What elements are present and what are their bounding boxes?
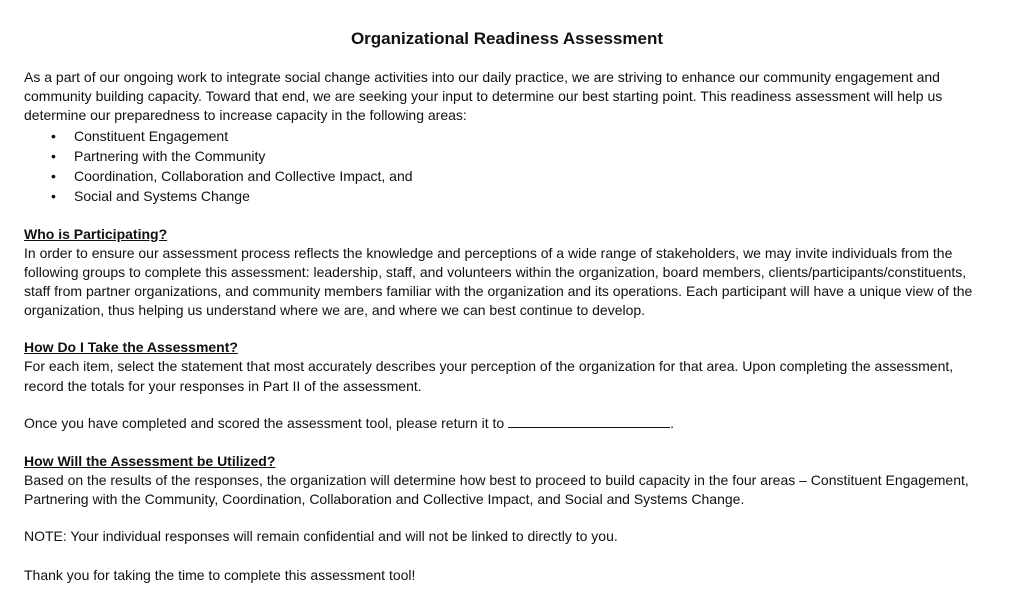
section-heading: Who is Participating? (24, 225, 168, 242)
how-take-section (24, 338, 990, 395)
list-item-label: Social and Systems Change (74, 187, 250, 204)
confidentiality-note: NOTE: Your individual responses will remain confidential and will not be linked to directly to you. (24, 528, 618, 545)
document-title: Organizational Readiness Assessment (350, 29, 664, 48)
list-item (51, 166, 990, 186)
bullet-icon: • (51, 147, 56, 164)
return-end: . (670, 414, 674, 431)
bullet-icon: • (51, 187, 56, 204)
list-item-label: Constituent Engagement (74, 127, 229, 144)
return-to-blank-line (508, 414, 670, 428)
bullet-icon: • (51, 167, 56, 184)
list-item (51, 146, 990, 166)
list-item-label: Coordination, Collaboration and Collective Impact, and (74, 167, 413, 184)
return-text: Once you have completed and scored the assessment tool, please return it to (24, 414, 509, 431)
thank-you-text: Thank you for taking the time to complete this assessment tool! (24, 566, 416, 583)
document-page (24, 28, 990, 585)
capacity-areas-list (24, 126, 990, 206)
return-instruction (24, 414, 990, 433)
utilized-section (24, 452, 990, 509)
who-participating-section (24, 225, 990, 321)
list-item (51, 126, 990, 146)
section-body: Based on the results of the responses, the organization will determine how best to proceed to build capacity in the four areas – Constituent Engagement, Partnering with the Community, Coordination, Collaboration and Collective Impact, and Social and Systems Change. (24, 472, 969, 508)
section-heading: How Do I Take the Assessment? (24, 339, 238, 356)
section-heading: How Will the Assessment be Utilized? (24, 453, 276, 470)
list-item-label: Partnering with the Community (74, 147, 266, 164)
list-item (51, 186, 990, 206)
section-body: For each item, select the statement that most accurately describes your perception of the organization for that area. Upon completing the assessment, record the totals for your responses in Part II of the assessment. (24, 358, 954, 394)
section-body: In order to ensure our assessment process reflects the knowledge and perceptions of a wide range of stakeholders, we may invite individuals from the following groups to complete this assessment: leadership, staff, and volunteers within the organization, board members, clients/participants/constituents, staff from partner organizations, and community members familiar with the organization and its operations. Each participant will have a unique view of the organization, thus helping us understand where we are, and where we can best continue to develop. (24, 244, 973, 319)
intro-paragraph: As a part of our ongoing work to integrate social change activities into our daily practice, we are striving to enhance our community engagement and community building capacity. Toward that end, we are seeking your input to determine our best starting point. This readiness assessment will help us determine our preparedness to increase capacity in the following areas: (24, 69, 943, 124)
bullet-icon: • (51, 127, 56, 144)
